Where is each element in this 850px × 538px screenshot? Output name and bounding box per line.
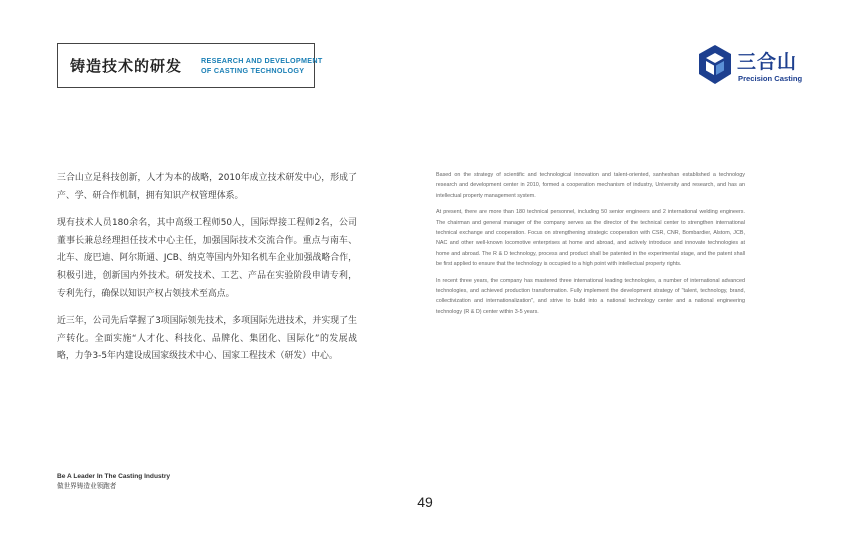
chinese-body-text [57, 170, 357, 376]
company-logo [697, 44, 809, 90]
slogan-en: Be A Leader In The Casting Industry [57, 473, 171, 480]
slogan-cn: 做世界铸造业领跑者 [57, 483, 117, 490]
footer-slogan [57, 472, 170, 492]
section-title-box [57, 43, 323, 88]
english-body-text [436, 170, 745, 323]
section-title-en [201, 56, 323, 76]
logo-name-en: Precision Casting [738, 74, 803, 83]
cn-paragraph-2: 现有技术人员180余名，其中高级工程师50人，国际焊接工程师2名，公司董事长兼总经理担任技术中心主任，加强国际技术交流合作。重点与南车、北车、庞巴迪、阿尔斯通、JCB、纳克等国内外知名机车企业加强战略合作，积极引进，创新国内外技术。研发技术、工艺、产品在实验阶段申请专利，专利先行，确保以知识产权占领技术至高点。 [57, 218, 357, 299]
cn-paragraph-1: 三合山立足科技创新，人才为本的战略，2010年成立技术研发中心，形成了产、学、研合作机制，拥有知识产权管理体系。 [57, 173, 357, 201]
cn-paragraph-3: 近三年，公司先后掌握了3项国际领先技术，多项国际先进技术，并实现了生产转化。全面实施“人才化、科技化、品牌化、集团化、国际化”的发展战略，力争3-5年内建设成国家级技术中心、国家工程技术（研发）中心。 [57, 316, 357, 362]
section-title-cn: 铸造技术的研发 [70, 57, 183, 75]
en-paragraph-1: Based on the strategy of scientific and technological innovation and talent-oriented, sanheshan established a technology research and development center in 2010, formed a cooperation mechanism of industry, University and research, and has an intellectual property management system. [436, 172, 745, 199]
hexagon-cube-icon [697, 44, 733, 86]
logo-name-cn: 三合山 [737, 51, 798, 73]
section-title-en-line1: RESEARCH AND DEVELOPMENT [201, 55, 323, 65]
section-title-en-line2: OF CASTING TECHNOLOGY [201, 65, 305, 75]
en-paragraph-3: In recent three years, the company has mastered three international leading technologies, a number of international advanced technologies, and achieved production transformation. Fully implement the development strategy of "talent, technology, brand, collectivization and internationalization", and strive to build into a national technology center and a national engineering technology (R & D) center within 3-5 years. [436, 277, 745, 315]
en-paragraph-2: At present, there are more than 180 technical personnel, including 50 senior engineers and 2 international welding engineers. The chairman and general manager of the company serves as the director of the technical center to strengthen international technical exchange and cooperation. Focus on strengthening strategic cooperation with CSR, CNR, Bombardier, Alstom, JCB, NAC and other well-known locomotive enterprises at home and abroad, and actively introduce and innovate technologies at home and abroad. The R & D technology, process and product shall be patented in the experimental stage, and the patent shall be first applied to ensure that the technology is occupied to a high point with intellectual property rights. [436, 209, 745, 268]
page-number: 49 [417, 494, 433, 510]
